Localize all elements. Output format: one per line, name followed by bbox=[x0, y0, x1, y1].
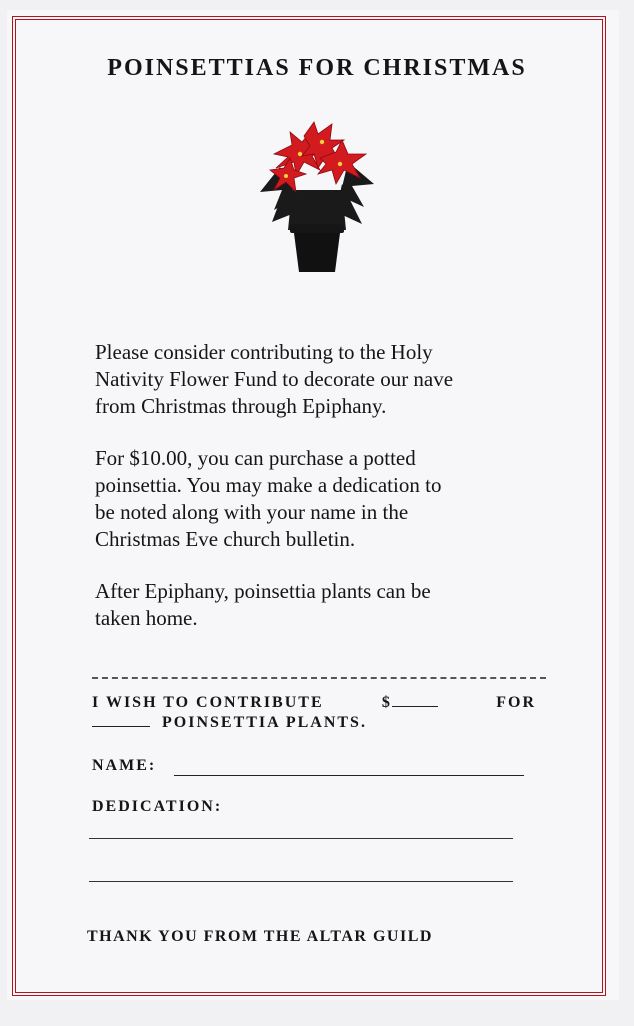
for-label: FOR bbox=[496, 694, 536, 711]
cut-line bbox=[92, 677, 546, 679]
plants-label: POINSETTIA PLANTS. bbox=[162, 714, 367, 731]
paragraph-line: poinsettia. You may make a dedication to bbox=[95, 473, 442, 497]
paragraph-after-epiphany bbox=[95, 578, 545, 632]
paragraph-line: For $10.00, you can purchase a potted bbox=[95, 446, 416, 470]
flyer-title: POINSETTIAS FOR CHRISTMAS bbox=[107, 55, 527, 81]
amount-field[interactable] bbox=[392, 706, 438, 707]
plants-row bbox=[92, 714, 367, 732]
amount-group bbox=[382, 694, 438, 712]
paragraph-price bbox=[95, 445, 545, 553]
thank-you-footer: THANK YOU FROM THE ALTAR GUILD bbox=[87, 928, 433, 945]
paragraph-line: Please consider contributing to the Holy bbox=[95, 340, 433, 364]
dedication-field-line-2[interactable] bbox=[89, 881, 513, 882]
paragraph-line: from Christmas through Epiphany. bbox=[95, 394, 387, 418]
paragraph-line: be noted along with your name in the bbox=[95, 500, 409, 524]
contribute-label: I WISH TO CONTRIBUTE bbox=[92, 694, 324, 711]
paragraph-flower-fund bbox=[95, 339, 545, 420]
name-label: NAME: bbox=[92, 757, 157, 774]
poinsettia-pot bbox=[290, 224, 344, 272]
poinsettia-plant-icon bbox=[252, 112, 382, 277]
paragraph-line: Christmas Eve church bulletin. bbox=[95, 527, 356, 551]
paragraph-line: Nativity Flower Fund to decorate our nave bbox=[95, 367, 454, 391]
contribute-row bbox=[92, 694, 536, 712]
dedication-field-line-1[interactable] bbox=[89, 838, 513, 839]
dollar-sign: $ bbox=[381, 694, 392, 711]
name-field[interactable] bbox=[174, 775, 524, 776]
plant-count-field[interactable] bbox=[92, 726, 150, 727]
dedication-label: DEDICATION: bbox=[92, 798, 223, 815]
paragraph-line: taken home. bbox=[95, 606, 198, 630]
paragraph-line: After Epiphany, poinsettia plants can be bbox=[95, 579, 431, 603]
